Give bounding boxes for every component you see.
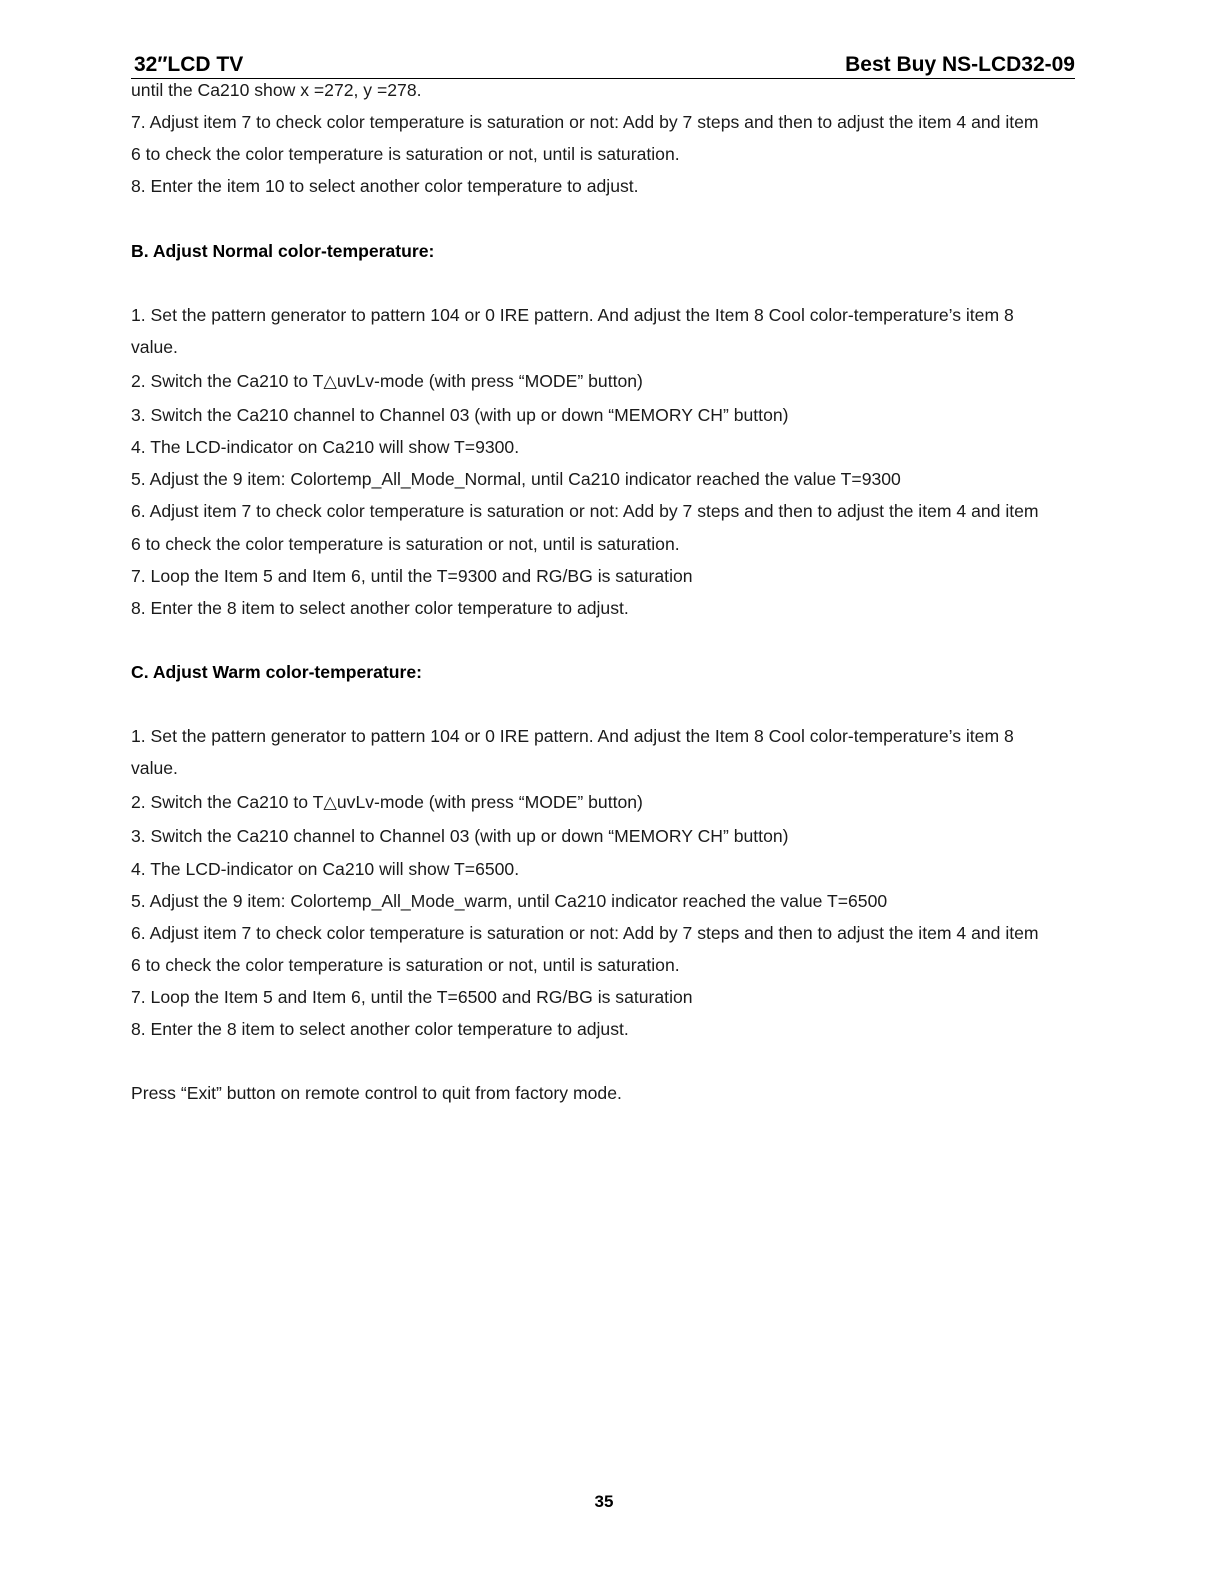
- cool-step-7-line-1: 7. Adjust item 7 to check color temperature is saturation or not: Add by 7 steps and then to adjust the item 4 and item: [131, 112, 1039, 132]
- warm-step-3: 3. Switch the Ca210 channel to Channel 03 (with up or down “MEMORY CH” button): [131, 826, 789, 846]
- normal-step-7: 7. Loop the Item 5 and Item 6, until the T=9300 and RG/BG is saturation: [131, 566, 693, 586]
- normal-step-8: 8. Enter the 8 item to select another color temperature to adjust.: [131, 598, 629, 618]
- header-model-number: Best Buy NS-LCD32-09: [845, 53, 1075, 76]
- normal-step-6-line-2: 6 to check the color temperature is saturation or not, until is saturation.: [131, 534, 680, 554]
- section-heading-normal: B. Adjust Normal color-temperature:: [131, 241, 435, 261]
- normal-step-2: 2. Switch the Ca210 to T△uvLv-mode (with press “MODE” button): [131, 371, 643, 391]
- normal-step-5: 5. Adjust the 9 item: Colortemp_All_Mode_Normal, until Ca210 indicator reached the value T=9300: [131, 469, 901, 489]
- warm-step-6-line-2: 6 to check the color temperature is saturation or not, until is saturation.: [131, 955, 680, 975]
- closing-instruction: Press “Exit” button on remote control to quit from factory mode.: [131, 1083, 622, 1103]
- header-product-title: 32″LCD TV: [134, 53, 244, 76]
- normal-step-1-line-2: value.: [131, 337, 178, 357]
- page-header: [131, 52, 1075, 79]
- page-number: 35: [594, 1492, 614, 1511]
- warm-step-1-line-1: 1. Set the pattern generator to pattern 104 or 0 IRE pattern. And adjust the Item 8 Cool color-temperature’s item 8: [131, 726, 1014, 746]
- warm-step-6-line-1: 6. Adjust item 7 to check color temperature is saturation or not: Add by 7 steps and then to adjust the item 4 and item: [131, 923, 1039, 943]
- normal-step-6-line-1: 6. Adjust item 7 to check color temperature is saturation or not: Add by 7 steps and then to adjust the item 4 and item: [131, 501, 1039, 521]
- cool-step-8: 8. Enter the item 10 to select another color temperature to adjust.: [131, 176, 639, 196]
- warm-step-2: 2. Switch the Ca210 to T△uvLv-mode (with press “MODE” button): [131, 792, 643, 812]
- warm-step-4: 4. The LCD-indicator on Ca210 will show T=6500.: [131, 859, 520, 879]
- normal-step-1-line-1: 1. Set the pattern generator to pattern 104 or 0 IRE pattern. And adjust the Item 8 Cool color-temperature’s item 8: [131, 305, 1014, 325]
- warm-step-8: 8. Enter the 8 item to select another color temperature to adjust.: [131, 1019, 629, 1039]
- cool-step-7-line-2: 6 to check the color temperature is saturation or not, until is saturation.: [131, 144, 680, 164]
- section-heading-warm: C. Adjust Warm color-temperature:: [131, 662, 422, 682]
- paragraph-line: until the Ca210 show x =272, y =278.: [131, 80, 422, 100]
- normal-step-4: 4. The LCD-indicator on Ca210 will show T=9300.: [131, 437, 520, 457]
- warm-step-7: 7. Loop the Item 5 and Item 6, until the T=6500 and RG/BG is saturation: [131, 987, 693, 1007]
- warm-step-5: 5. Adjust the 9 item: Colortemp_All_Mode_warm, until Ca210 indicator reached the value T=6500: [131, 891, 888, 911]
- normal-step-3: 3. Switch the Ca210 channel to Channel 03 (with up or down “MEMORY CH” button): [131, 405, 789, 425]
- warm-step-1-line-2: value.: [131, 758, 178, 778]
